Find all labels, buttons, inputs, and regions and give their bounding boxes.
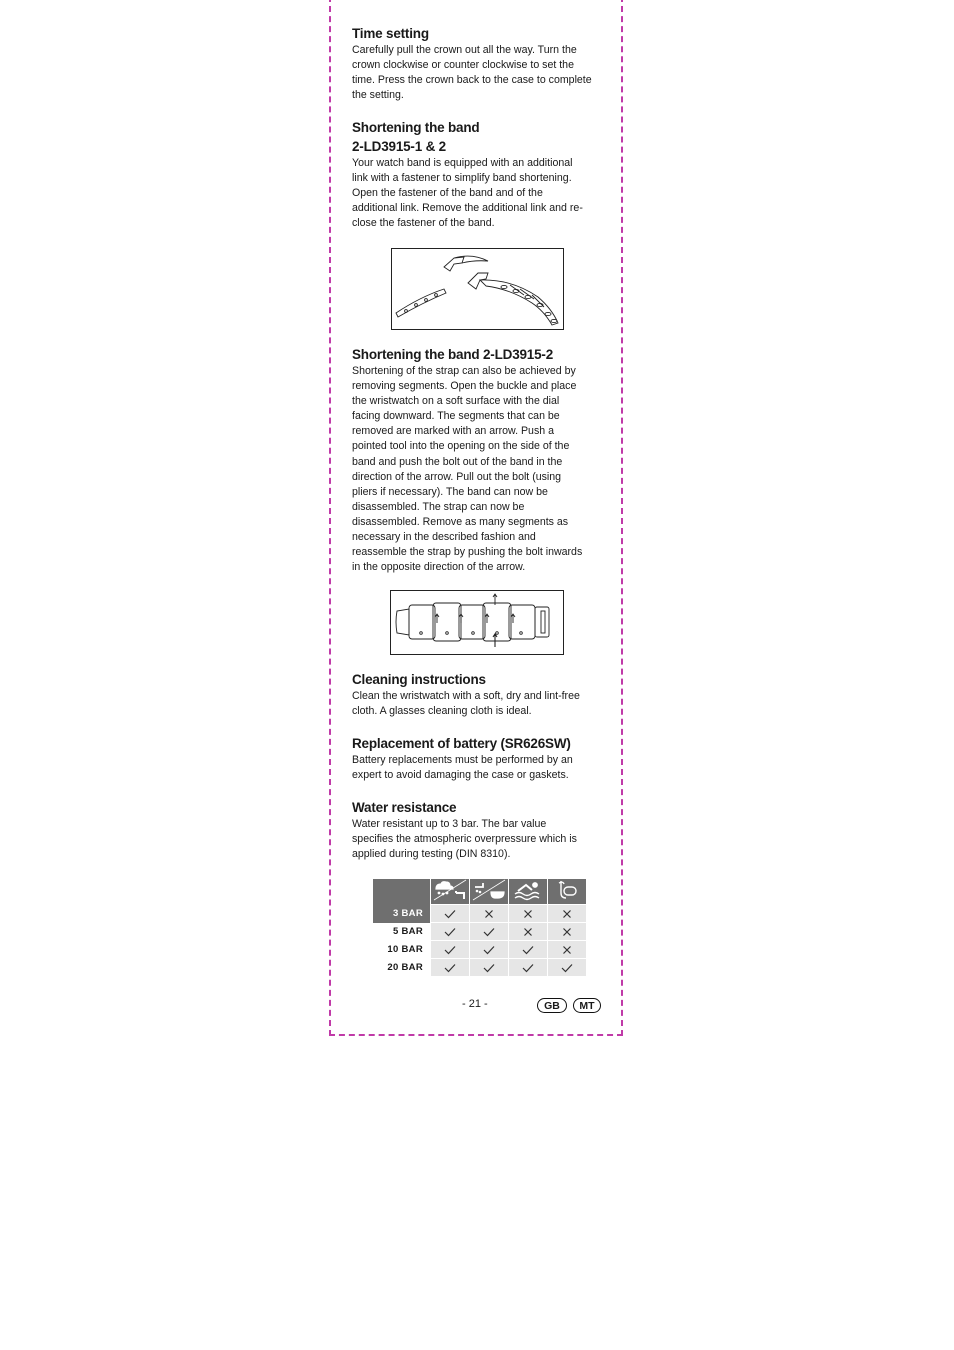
cross-icon — [561, 945, 573, 955]
cross-icon — [561, 909, 573, 919]
heading-cleaning: Cleaning instructions — [352, 672, 486, 687]
table-cell — [509, 923, 548, 941]
table-cell — [470, 923, 509, 941]
table-cell — [431, 959, 470, 977]
check-icon — [444, 945, 456, 955]
table-cell — [509, 941, 548, 959]
text-shortening-1: Your watch band is equipped with an additional link with a fastener to simplify band shortening. Open the fastener of the band and of the additional link. Remove the additional link and re- close the fastener of the band. — [352, 157, 583, 230]
table-row — [373, 959, 586, 977]
heading-time-setting: Time setting — [352, 26, 429, 41]
row-label: 3 BAR — [373, 905, 431, 923]
section-battery — [352, 734, 602, 783]
heading-water-resistance: Water resistance — [352, 800, 457, 815]
table-row — [373, 905, 586, 923]
section-time-setting — [352, 24, 602, 103]
shower-bath-icon — [470, 879, 509, 905]
section-water-resistance — [352, 798, 602, 862]
table-cell — [548, 941, 587, 959]
cross-icon — [561, 927, 573, 937]
heading-shortening-1-line2: 2-LD3915-1 & 2 — [352, 139, 446, 154]
header-empty-cell — [373, 879, 431, 905]
text-time-setting: Carefully pull the crown out all the way. Turn the crown clockwise or counter clockwise to set the time. Press the crown back to the case to complete the setting. — [352, 44, 592, 102]
band-fastener-illustration — [391, 248, 564, 330]
check-icon — [522, 963, 534, 973]
table-row — [373, 923, 586, 941]
heading-shortening-1-line1: Shortening the band — [352, 120, 480, 135]
swimming-icon — [509, 879, 548, 905]
table-cell — [431, 923, 470, 941]
text-water-resistance: Water resistant up to 3 bar. The bar value specifies the atmospheric overpressure which is applied during testing (DIN 8310). — [352, 818, 577, 861]
cross-icon — [483, 909, 495, 919]
band-segments-illustration — [390, 590, 564, 655]
check-icon — [483, 945, 495, 955]
text-battery: Battery replacements must be performed by an expert to avoid damaging the case or gaskets. — [352, 754, 573, 782]
check-icon — [561, 963, 573, 973]
table-cell — [548, 959, 587, 977]
snorkel-icon — [548, 879, 587, 905]
text-cleaning: Clean the wristwatch with a soft, dry and lint-free cloth. A glasses cleaning cloth is ideal. — [352, 690, 580, 718]
page-number: - 21 - — [462, 998, 488, 1010]
check-icon — [522, 945, 534, 955]
section-shortening-band-1 — [352, 118, 602, 231]
section-shortening-band-2 — [352, 345, 602, 575]
check-icon — [483, 963, 495, 973]
table-cell — [431, 905, 470, 923]
table-cell — [509, 959, 548, 977]
table-row — [373, 941, 586, 959]
cross-icon — [522, 927, 534, 937]
water-resistance-table — [373, 879, 586, 977]
row-label: 10 BAR — [387, 944, 423, 955]
check-icon — [483, 927, 495, 937]
rain-splash-icon — [431, 879, 470, 905]
check-icon — [444, 927, 456, 937]
text-shortening-2: Shortening of the strap can also be achieved by removing segments. Open the buckle and place the wristwatch on a soft surface with the dial facing downward. The segments that can be removed are marked with an arrow. Push a pointed tool into the opening on the side of the band and push the bolt out of the band in the direction of the arrow. Pull out the bolt (using pliers if necessary). The band can now be disassembled. The strap can now be disassembled. Remove as many segments as necessary in the described fashion and reassemble the strap by pushing the bolt inwards in the opposite direction of the arrow. — [352, 365, 583, 574]
section-cleaning — [352, 670, 602, 719]
table-cell — [470, 905, 509, 923]
cross-icon — [522, 909, 534, 919]
check-icon — [444, 909, 456, 919]
table-cell — [431, 941, 470, 959]
table-header-row — [373, 879, 586, 905]
heading-battery: Replacement of battery (SR626SW) — [352, 736, 571, 751]
language-badge-mt: MT — [573, 998, 601, 1013]
check-icon — [444, 963, 456, 973]
table-cell — [509, 905, 548, 923]
row-label: 5 BAR — [392, 926, 423, 937]
row-label: 20 BAR — [387, 962, 423, 973]
table-cell — [470, 941, 509, 959]
table-cell — [470, 959, 509, 977]
table-cell — [548, 923, 587, 941]
language-badge-gb: GB — [537, 998, 567, 1013]
heading-shortening-2: Shortening the band 2-LD3915-2 — [352, 347, 554, 362]
table-cell — [548, 905, 587, 923]
